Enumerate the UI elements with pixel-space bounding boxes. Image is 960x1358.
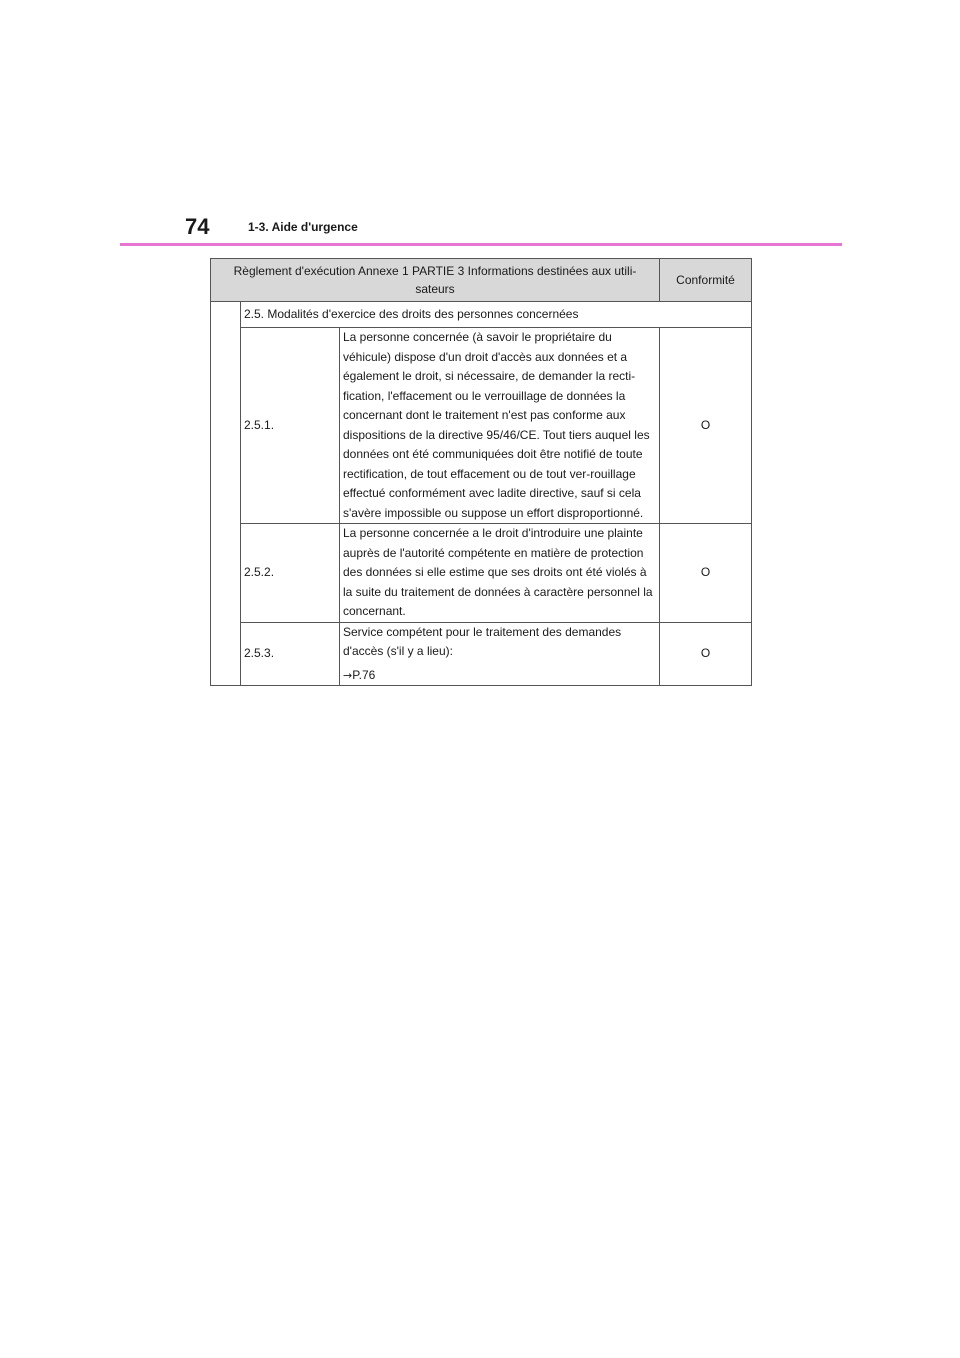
row-number: 2.5.1. [241, 328, 340, 524]
regulation-table [210, 258, 752, 686]
table-row [211, 328, 752, 524]
column-header-conformity: Conformité [660, 259, 752, 302]
table-row [211, 524, 752, 623]
section-heading: 2.5. Modalités d'exercice des droits des personnes concernées [241, 302, 752, 328]
row-description: La personne concernée (à savoir le propriétaire du véhicule) dispose d'un droit d'accès aux données et a également le droit, si nécessaire, de demander la recti-fication, l'effacement ou le verrouillage de données la concernant dont le traitement n'est pas conforme aux dispositions de la directive 95/46/CE. Tout tiers auquel les données ont été communiquées doit être notifié de toute rectification, de tout effacement ou de tout ver-rouillage effectué conformément avec ladite directive, sauf si cela s'avère impossible ou suppose un effort disproportionné. [340, 328, 660, 524]
header-rule [120, 243, 842, 246]
row-conformity: O [660, 524, 752, 623]
arrow-right-icon: → [343, 668, 353, 682]
page-reference-text: P.76 [352, 667, 376, 682]
section-row [211, 302, 752, 328]
page-number: 74 [185, 214, 210, 239]
table-row [211, 622, 752, 686]
indent-cell [211, 302, 241, 686]
row-description: Service compétent pour le traitement des demandes d'accès (s'il y a lieu): [343, 624, 622, 658]
table-header-row [211, 259, 752, 302]
row-number: 2.5.2. [241, 524, 340, 623]
row-description: La personne concernée a le droit d'introduire une plainte auprès de l'autorité compétente en matière de protection des données si elle estime que ses droits ont été violés à la suite du traitement de données à caractère personnel la concernant. [340, 524, 660, 623]
row-conformity: O [660, 328, 752, 524]
column-header-regulation: Règlement d'exécution Annexe 1 PARTIE 3 Informations destinées aux utili-sateurs [211, 259, 660, 302]
row-number: 2.5.3. [241, 622, 340, 686]
row-conformity: O [660, 622, 752, 686]
row-description-cell [340, 622, 660, 686]
section-title: 1-3. Aide d'urgence [248, 220, 358, 234]
page-reference [343, 666, 656, 686]
